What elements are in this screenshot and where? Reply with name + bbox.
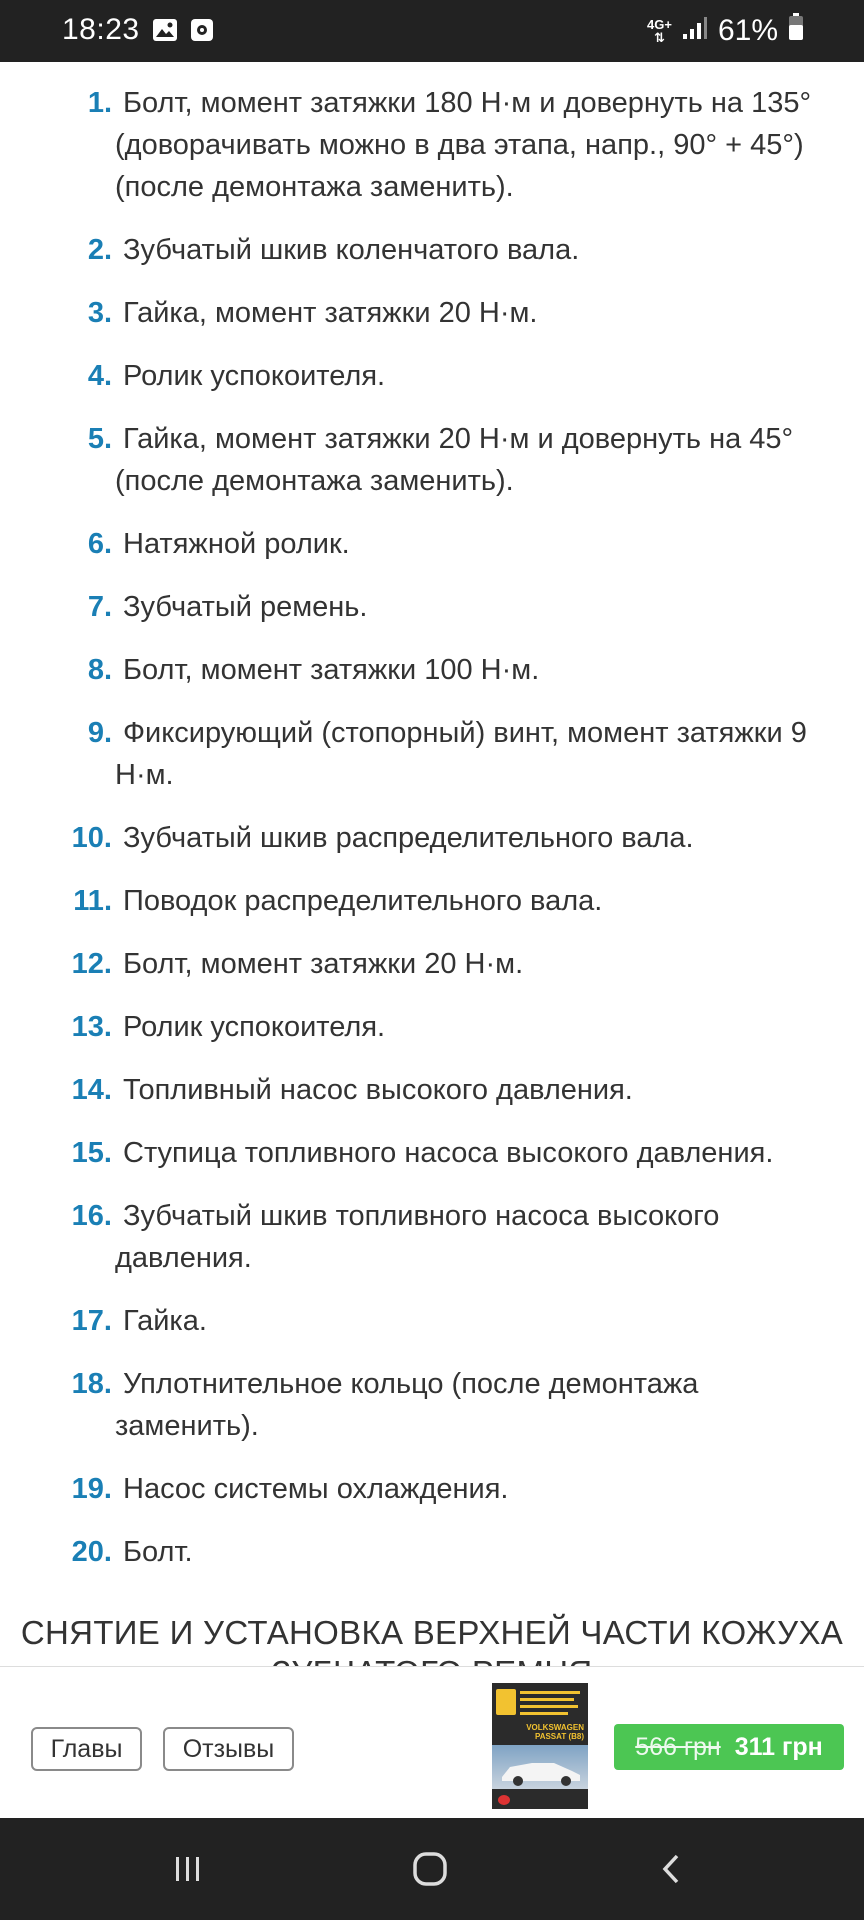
navigation-bar — [0, 1818, 864, 1920]
item-number: 11. — [73, 885, 112, 917]
book-car-image — [492, 1745, 588, 1789]
item-text: Зубчатый шкив топливного насоса высокого давления. — [115, 1200, 720, 1274]
camera-app-icon — [190, 18, 214, 47]
list-item — [0, 1531, 864, 1573]
item-text: Гайка, момент затяжки 20 Н·м. — [123, 297, 538, 329]
home-button[interactable] — [370, 1818, 490, 1920]
item-text: Гайка, момент затяжки 20 Н·м и довернуть на 45° (после демонтажа заменить). — [115, 423, 794, 497]
list-item — [0, 1132, 864, 1174]
list-item — [0, 418, 864, 502]
item-text: Топливный насос высокого давления. — [123, 1074, 633, 1106]
item-text: Болт, момент затяжки 100 Н·м. — [123, 654, 540, 686]
list-item — [0, 292, 864, 334]
book-title: VOLKSWAGEN PASSAT (B8) — [526, 1723, 584, 1741]
item-text: Болт. — [123, 1536, 193, 1568]
section-title: СНЯТИЕ И УСТАНОВКА ВЕРХНЕЙ ЧАСТИ КОЖУХА — [20, 1614, 844, 1651]
item-number: 14. — [71, 1074, 112, 1106]
battery-level: 61% — [717, 14, 778, 47]
list-item — [0, 523, 864, 565]
item-number: 6. — [87, 528, 112, 560]
list-item — [0, 1363, 864, 1447]
item-number: 12. — [71, 948, 112, 980]
list-item — [0, 1006, 864, 1048]
gallery-icon — [152, 18, 178, 47]
item-text: Фиксирующий (стопорный) винт, момент затяжки 9 Н·м. — [115, 717, 807, 791]
old-price: 566 грн — [635, 1733, 721, 1761]
recent-apps-button[interactable] — [128, 1818, 248, 1920]
list-item — [0, 880, 864, 922]
book-logo — [496, 1689, 516, 1715]
buy-button[interactable] — [614, 1724, 844, 1770]
article-content — [0, 62, 864, 1666]
parts-list — [0, 82, 864, 1594]
list-item — [0, 229, 864, 271]
item-text: Болт, момент затяжки 180 Н·м и довернуть на 135° (доворачивать можно в два этапа, напр., 90° + 45°) (после демонтажа заменить). — [115, 87, 812, 203]
item-text: Поводок распределительного вала. — [123, 885, 603, 917]
chapters-button[interactable]: Главы — [31, 1727, 142, 1771]
item-number: 20. — [71, 1536, 112, 1568]
network-type: 4G+ ⇅ — [647, 17, 672, 45]
list-item — [0, 712, 864, 796]
purchase-bar — [0, 1666, 864, 1819]
item-number: 17. — [71, 1305, 112, 1337]
list-item — [0, 817, 864, 859]
status-time: 18:23 — [62, 13, 140, 46]
item-text: Зубчатый шкив распределительного вала. — [123, 822, 694, 854]
item-text: Болт, момент затяжки 20 Н·м. — [123, 948, 524, 980]
book-cover[interactable] — [492, 1683, 588, 1809]
reviews-button[interactable]: Отзывы — [163, 1727, 294, 1771]
status-bar — [0, 0, 864, 62]
item-number: 9. — [87, 717, 112, 749]
item-number: 3. — [87, 297, 112, 329]
back-icon — [654, 1851, 690, 1887]
list-item — [0, 649, 864, 691]
item-number: 15. — [71, 1137, 112, 1169]
item-text: Зубчатый ремень. — [123, 591, 368, 623]
new-price: 311 грн — [734, 1733, 823, 1761]
item-text: Зубчатый шкив коленчатого вала. — [123, 234, 580, 266]
item-number: 10. — [71, 822, 112, 854]
item-text: Уплотнительное кольцо (после демонтажа заменить). — [115, 1368, 699, 1442]
list-item — [0, 943, 864, 985]
list-item — [0, 1069, 864, 1111]
item-text: Насос системы охлаждения. — [123, 1473, 509, 1505]
back-button[interactable] — [612, 1818, 732, 1920]
item-number: 2. — [87, 234, 112, 266]
signal-icon — [682, 14, 708, 48]
list-item — [0, 82, 864, 208]
item-number: 4. — [87, 360, 112, 392]
item-number: 18. — [71, 1368, 112, 1400]
home-icon — [410, 1849, 450, 1889]
item-text: Гайка. — [123, 1305, 207, 1337]
list-item — [0, 355, 864, 397]
item-number: 8. — [87, 654, 112, 686]
item-text: Натяжной ролик. — [123, 528, 350, 560]
item-number: 16. — [71, 1200, 112, 1232]
item-number: 19. — [71, 1473, 112, 1505]
item-number: 5. — [87, 423, 112, 455]
item-text: Ролик успокоителя. — [123, 1011, 386, 1043]
recent-apps-icon — [170, 1851, 206, 1887]
list-item — [0, 1195, 864, 1279]
item-number: 7. — [87, 591, 112, 623]
battery-icon — [788, 13, 804, 49]
list-item — [0, 1300, 864, 1342]
item-number: 1. — [87, 87, 112, 119]
item-text: Ролик успокоителя. — [123, 360, 386, 392]
list-item — [0, 586, 864, 628]
item-text: Ступица топливного насоса высокого давления. — [123, 1137, 774, 1169]
list-item — [0, 1468, 864, 1510]
item-number: 13. — [71, 1011, 112, 1043]
